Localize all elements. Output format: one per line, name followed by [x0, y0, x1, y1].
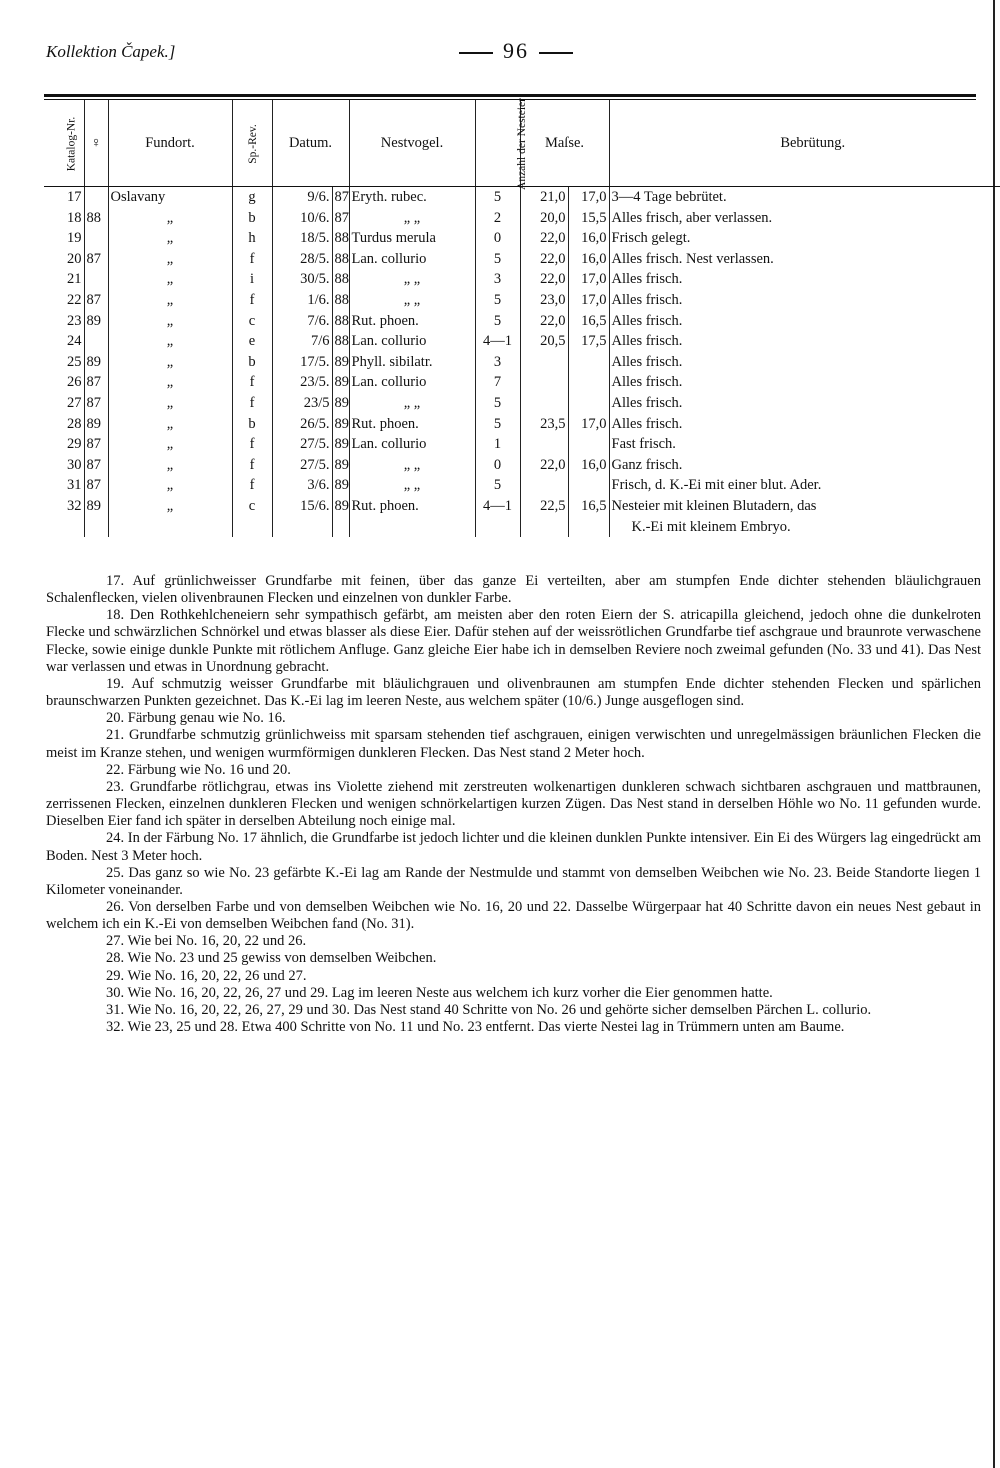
- table-cell: 28/5.: [272, 249, 332, 270]
- table-cell: 21,0: [520, 187, 568, 208]
- table-cell: [84, 517, 108, 538]
- table-cell: 17: [67, 189, 82, 205]
- table-cell: 17,5: [568, 331, 609, 352]
- table-row: [44, 455, 1000, 476]
- table-cell: [520, 393, 568, 414]
- table-cell: 0: [475, 228, 520, 249]
- table-top-rule: [44, 94, 976, 97]
- table-cell: [520, 372, 568, 393]
- table-cell: „ „: [349, 290, 475, 311]
- header-anzahl: [475, 97, 528, 190]
- header-label: Katalog-Nr.: [65, 116, 78, 171]
- table-cell: 3—4 Tage bebrütet.: [609, 187, 1000, 208]
- table-cell: Frisch, d. K.-Ei mit einer blut. Ader.: [609, 475, 1000, 496]
- table-cell: 87: [84, 290, 108, 311]
- table-cell: „: [108, 455, 232, 476]
- table-cell: 18/5.: [272, 228, 332, 249]
- table-cell: Lan. collurio: [349, 372, 475, 393]
- table-cell: 89: [332, 496, 349, 517]
- table-cell: f: [232, 372, 272, 393]
- table-cell: 3/6.: [272, 475, 332, 496]
- header-bebrutung: [609, 100, 1000, 187]
- table-cell: [44, 517, 84, 538]
- table-cell: 27: [67, 394, 82, 411]
- table-cell: [272, 517, 332, 538]
- note-paragraph: 17. Auf grünlichweisser Grundfarbe mit feinen, über das ganze Ei verteilten, aber am stumpfen Ende dichter stehenden bläulichgrauen Schalenflecken, vielen olivenbraunen Flecken und einzelnen von dunkler Farbe.: [46, 573, 981, 607]
- table-cell: 26/5.: [272, 414, 332, 435]
- table-cell: 18: [67, 209, 82, 226]
- table-cell: 20,5: [520, 331, 568, 352]
- header-katalog-nr: [44, 100, 84, 187]
- table-cell: 87: [84, 249, 108, 270]
- table-cell: „: [108, 352, 232, 373]
- table-cell: 19: [67, 230, 82, 247]
- table-cell: 87: [84, 434, 108, 455]
- table-cell: [568, 434, 609, 455]
- table-row: [44, 331, 1000, 352]
- table-cell: 23,0: [520, 290, 568, 311]
- table-cell: [84, 331, 108, 352]
- header-label: Nestvogel.: [380, 134, 444, 151]
- header-label: Maſse.: [544, 134, 585, 151]
- table-cell: [520, 434, 568, 455]
- table-row: [44, 249, 1000, 270]
- table-cell: 17,0: [568, 187, 609, 208]
- table-row: [44, 475, 1000, 496]
- table-cell: 89: [84, 352, 108, 373]
- table-cell: 5: [475, 414, 520, 435]
- table-cell: 16,0: [568, 249, 609, 270]
- note-paragraph: 24. In der Färbung No. 17 ähnlich, die Grundfarbe ist jedoch lichter und die kleinen dunklen Punkte intensiver. Ein Ei des Würgers lag eingedrückt am Boden. Nest 3 Meter hoch.: [46, 830, 981, 864]
- table-cell: 89: [84, 414, 108, 435]
- note-paragraph: 25. Das ganz so wie No. 23 gefärbte K.-Ei lag am Rande der Nestmulde und stammt von demselben Weibchen wie No. 23. Beide Standorte liegen 1 Kilometer voneinander.: [46, 864, 981, 898]
- table-cell: Alles frisch.: [609, 269, 1000, 290]
- table-cell: „: [108, 434, 232, 455]
- page-header: [46, 38, 966, 68]
- table-cell: 4—1: [475, 331, 520, 352]
- table-cell: 23/5: [272, 393, 332, 414]
- table-row: [44, 393, 1000, 414]
- header-label: Bebrütung.: [780, 134, 846, 151]
- notes-body: [46, 573, 981, 1036]
- table-cell: [84, 187, 108, 208]
- table-cell: 87: [84, 393, 108, 414]
- table-cell: 89: [84, 496, 108, 517]
- table-cell: 17/5.: [272, 352, 332, 373]
- table-cell: „: [108, 393, 232, 414]
- table-cell: 25: [67, 353, 82, 370]
- table-cell: 1/6.: [272, 290, 332, 311]
- note-paragraph: 28. Wie No. 23 und 25 gewiss von demselben Weibchen.: [106, 950, 437, 967]
- table-cell: Frisch gelegt.: [609, 228, 1000, 249]
- table-cell: 16,5: [568, 496, 609, 517]
- table-cell: 5: [475, 393, 520, 414]
- table-cell: b: [232, 208, 272, 229]
- table-cell: [84, 269, 108, 290]
- table-cell: 17,0: [568, 290, 609, 311]
- table-cell: 32: [67, 497, 82, 514]
- table-cell: f: [232, 475, 272, 496]
- table-cell: 17,0: [568, 269, 609, 290]
- table-cell: 17,0: [568, 414, 609, 435]
- table-cell: „ „: [349, 393, 475, 414]
- table-cell: Rut. phoen.: [349, 311, 475, 332]
- table-cell: 15,5: [568, 208, 609, 229]
- header-label: Datum.: [288, 134, 333, 151]
- table-row: [44, 372, 1000, 393]
- table-cell: 22,0: [520, 249, 568, 270]
- table-row: [44, 414, 1000, 435]
- table-cell: 3: [475, 269, 520, 290]
- table-cell: f: [232, 290, 272, 311]
- page-number-dash-right: [539, 52, 573, 54]
- note-paragraph: 19. Auf schmutzig weisser Grundfarbe mit bläulichgrauen und olivenbraunen am stumpfen Ende dichter stehenden Flecken und spärlichen braunschwarzen Punkten gezeichnet. Das K.-Ei lag im leeren Neste, aus welchem später (10/6.) Junge ausgeflogen sind.: [46, 675, 981, 710]
- running-head: Kollektion Čapek.]: [46, 42, 176, 61]
- table-cell: [568, 372, 609, 393]
- table-cell: 16,0: [568, 228, 609, 249]
- table-cell: 89: [332, 475, 349, 496]
- table-cell: Lan. collurio: [349, 434, 475, 455]
- table-cell: 89: [84, 311, 108, 332]
- note-paragraph: 21. Grundfarbe schmutzig grünlichweiss mit sparsam stehenden tief aschgrauen, einigen verwischten und unregelmässigen bräunlichen Flecken die meist im Kranze stehen, und wenigen wurmförmigen dunkleren Flecken. Das Nest stand 2 Meter hoch.: [46, 727, 981, 761]
- table-cell: h: [232, 228, 272, 249]
- table-cell: 88: [84, 208, 108, 229]
- table-row-continuation: [44, 517, 1000, 538]
- table-cell: 5: [475, 311, 520, 332]
- table-cell: 22,0: [520, 269, 568, 290]
- note-paragraph: 30. Wie No. 16, 20, 22, 26, 27 und 29. Lag im leeren Neste aus welchem ich kurz vorher die Eier genommen hatte.: [106, 984, 773, 1001]
- table-cell: 28: [67, 415, 82, 432]
- table-cell: 5: [475, 249, 520, 270]
- header-sp-rev: [232, 100, 272, 187]
- table-cell: 22,5: [520, 496, 568, 517]
- table-cell: [520, 517, 568, 538]
- table-cell: „ „: [349, 269, 475, 290]
- table-cell: b: [232, 352, 272, 373]
- table-cell: [332, 517, 349, 538]
- table-cell: Fast frisch.: [609, 434, 1000, 455]
- table-cell: 7/6.: [272, 311, 332, 332]
- table-cell: f: [232, 434, 272, 455]
- table-cell: 88: [332, 331, 349, 352]
- page-number-block: [449, 38, 583, 64]
- table-cell: 88: [332, 228, 349, 249]
- table-cell: „: [108, 414, 232, 435]
- table-cell: 87: [84, 372, 108, 393]
- table-cell: 22,0: [520, 311, 568, 332]
- table-cell: 87: [84, 455, 108, 476]
- table-cell: [232, 517, 272, 538]
- table-cell: c: [232, 496, 272, 517]
- note-paragraph: 22. Färbung wie No. 16 und 20.: [106, 761, 291, 778]
- table-cell: 5: [475, 290, 520, 311]
- note-paragraph: 23. Grundfarbe rötlichgrau, etwas ins Violette ziehend mit zerstreuten wolkenartigen dunkleren schwach sichtbaren aschgrauen und mattbraunen, zerrissenen Flecken, einzelnen dunkleren Flecken und wenigen schnörkelartigen kurzen Zügen. Das Nest stand in derselben Höhle wo No. 11 gefunden wurde. Dieselben Eier fand ich später in derselben Abteilung noch einige mal.: [46, 778, 981, 830]
- table-cell: 88: [332, 269, 349, 290]
- table-cell: „ „: [349, 475, 475, 496]
- header-nestvogel: [349, 100, 475, 187]
- table-cell: Ganz frisch.: [609, 455, 1000, 476]
- table-cell: 21: [67, 271, 82, 288]
- table-cell: Alles frisch.: [609, 311, 1000, 332]
- egg-catalog-table-block: [44, 94, 976, 537]
- table-cell: 89: [332, 414, 349, 435]
- table-cell: 15/6.: [272, 496, 332, 517]
- table-cell: c: [232, 311, 272, 332]
- table-cell: 26: [67, 374, 82, 391]
- table-cell: 29: [67, 436, 82, 453]
- table-cell: f: [232, 249, 272, 270]
- table-cell: „: [108, 475, 232, 496]
- table-cell: 22: [67, 291, 82, 308]
- table-cell: 88: [332, 290, 349, 311]
- table-cell: Alles frisch.: [609, 393, 1000, 414]
- note-paragraph: 27. Wie bei No. 16, 20, 22 und 26.: [106, 933, 307, 950]
- table-header-row: [44, 100, 1000, 187]
- table-cell: „: [108, 496, 232, 517]
- table-cell: [568, 393, 609, 414]
- table-cell: 2: [475, 208, 520, 229]
- table-cell: 4—1: [475, 496, 520, 517]
- note-paragraph: 20. Färbung genau wie No. 16.: [106, 710, 286, 727]
- table-cell: [84, 228, 108, 249]
- table-cell: 22,0: [520, 455, 568, 476]
- table-row: [44, 352, 1000, 373]
- table-cell: 22,0: [520, 228, 568, 249]
- table-cell: 88: [332, 311, 349, 332]
- table-cell: 0: [475, 455, 520, 476]
- table-cell: 89: [332, 352, 349, 373]
- header-label: Fundort.: [145, 134, 195, 151]
- header-label: Sp.-Rev.: [246, 123, 259, 164]
- table-cell: Alles frisch, aber verlassen.: [609, 208, 1000, 229]
- table-row: [44, 290, 1000, 311]
- table-cell: „ „: [349, 455, 475, 476]
- note-paragraph: 32. Wie 23, 25 und 28. Etwa 400 Schritte von No. 11 und No. 23 entfernt. Das vierte Nestei lag in Trümmern unten am Baume.: [106, 1019, 845, 1036]
- table-cell: [475, 517, 520, 538]
- header-label: Anzahl der Nesteier: [515, 97, 528, 190]
- table-cell: 23/5.: [272, 372, 332, 393]
- table-cell: [108, 517, 232, 538]
- table-cell: 87: [332, 187, 349, 208]
- table-cell: 89: [332, 434, 349, 455]
- table-cell: „: [108, 228, 232, 249]
- table-cell: „: [108, 249, 232, 270]
- table-cell: „: [108, 269, 232, 290]
- table-cell: 87: [84, 475, 108, 496]
- table-row: [44, 269, 1000, 290]
- table-cell: i: [232, 269, 272, 290]
- table-cell: „ „: [349, 208, 475, 229]
- table-cell: 89: [332, 372, 349, 393]
- page-number: 96: [503, 38, 529, 63]
- table-cell: 16,0: [568, 455, 609, 476]
- table-row: [44, 208, 1000, 229]
- table-cell: Alles frisch.: [609, 414, 1000, 435]
- table-cell: Alles frisch.: [609, 331, 1000, 352]
- table-cell: 23,5: [520, 414, 568, 435]
- table-cell: Alles frisch. Nest verlassen.: [609, 249, 1000, 270]
- continuation-text: K.-Ei mit kleinem Embryo.: [609, 517, 1000, 538]
- table-cell: Rut. phoen.: [349, 496, 475, 517]
- table-cell: Eryth. rubec.: [349, 187, 475, 208]
- table-cell: e: [232, 331, 272, 352]
- header-sex: [84, 100, 108, 187]
- header-fundort: [108, 100, 232, 187]
- table-cell: „: [108, 372, 232, 393]
- table-cell: [349, 517, 475, 538]
- table-cell: f: [232, 393, 272, 414]
- header-datum: [272, 100, 349, 187]
- table-cell: 30: [67, 456, 82, 473]
- table-cell: Lan. collurio: [349, 249, 475, 270]
- table-cell: Turdus merula: [349, 228, 475, 249]
- table-cell: Alles frisch.: [609, 290, 1000, 311]
- table-cell: g: [232, 187, 272, 208]
- table-cell: 5: [475, 187, 520, 208]
- table-cell: [520, 352, 568, 373]
- table-cell: [568, 475, 609, 496]
- table-cell: [568, 352, 609, 373]
- note-paragraph: 29. Wie No. 16, 20, 22, 26 und 27.: [106, 967, 307, 984]
- table-row: [44, 496, 1000, 517]
- table-cell: „: [108, 311, 232, 332]
- table-cell: 20,0: [520, 208, 568, 229]
- table-cell: [520, 475, 568, 496]
- table-cell: 88: [332, 249, 349, 270]
- table-cell: 20: [67, 250, 82, 267]
- table-cell: 3: [475, 352, 520, 373]
- table-cell: 87: [332, 208, 349, 229]
- table-cell: 89: [332, 393, 349, 414]
- table-cell: 16,5: [568, 311, 609, 332]
- table-cell: 24: [67, 333, 82, 350]
- table-cell: Phyll. sibilatr.: [349, 352, 475, 373]
- table-cell: Lan. collurio: [349, 331, 475, 352]
- header-masse: [520, 100, 609, 187]
- table-cell: 30/5.: [272, 269, 332, 290]
- table-cell: b: [232, 414, 272, 435]
- table-cell: 1: [475, 434, 520, 455]
- table-cell: „: [108, 331, 232, 352]
- table-cell: Nesteier mit kleinen Blutadern, das: [609, 496, 1000, 517]
- table-cell: 27/5.: [272, 434, 332, 455]
- table-cell: f: [232, 455, 272, 476]
- table-cell: Rut. phoen.: [349, 414, 475, 435]
- table-cell: 9/6.: [272, 187, 332, 208]
- table-cell: Alles frisch.: [609, 372, 1000, 393]
- table-row: [44, 311, 1000, 332]
- table-cell: 5: [475, 475, 520, 496]
- table-cell: 31: [67, 477, 82, 494]
- table-cell: Alles frisch.: [609, 352, 1000, 373]
- table-cell: [568, 517, 609, 538]
- table-cell: 7/6: [272, 331, 332, 352]
- table-cell: 7: [475, 372, 520, 393]
- note-paragraph: 31. Wie No. 16, 20, 22, 26, 27, 29 und 30. Das Nest stand 40 Schritte von No. 26 und gehörte sicher demselben Pärchen L. collurio.: [106, 1001, 872, 1018]
- page-number-dash-left: [459, 52, 493, 54]
- table-cell: 10/6.: [272, 208, 332, 229]
- table-cell: „: [108, 208, 232, 229]
- table-cell: 89: [332, 455, 349, 476]
- table-cell: „: [108, 290, 232, 311]
- table-cell: 27/5.: [272, 455, 332, 476]
- table-row: [44, 434, 1000, 455]
- note-paragraph: 18. Den Rothkehlcheneiern sehr sympathisch gefärbt, am meisten aber den roten Eiern der S. atricapilla gleichend, jedoch ohne die dunkelroten Flecke und schwärzlichen Schnörkel und etwas blasser als diese Eier. Dafür stehen auf der weissrötlichen Grundfarbe tief aschgraue und braunrote verwaschene Flecke, sowie einige dunkle Punkte mit rötlichem Anfluge. Ganz gleiche Eier habe ich in demselben Reviere noch zweimal gefunden (No. 33 und 41). Das Nest war verlassen und etwas in Unordnung gebracht.: [46, 607, 981, 675]
- table-cell: Oslavany: [108, 187, 232, 208]
- table-row: [44, 228, 1000, 249]
- note-paragraph: 26. Von derselben Farbe und von demselben Weibchen wie No. 16, 20 und 22. Dasselbe Würgerpaar hat 40 Schritte davon ein neues Nest gebaut in welchem ich ein K.-Ei von demselben Weibchen fand (No. 31).: [46, 898, 981, 933]
- header-label: ♀: [90, 134, 102, 151]
- table-cell: 23: [67, 312, 82, 329]
- egg-catalog-table: [44, 97, 1000, 537]
